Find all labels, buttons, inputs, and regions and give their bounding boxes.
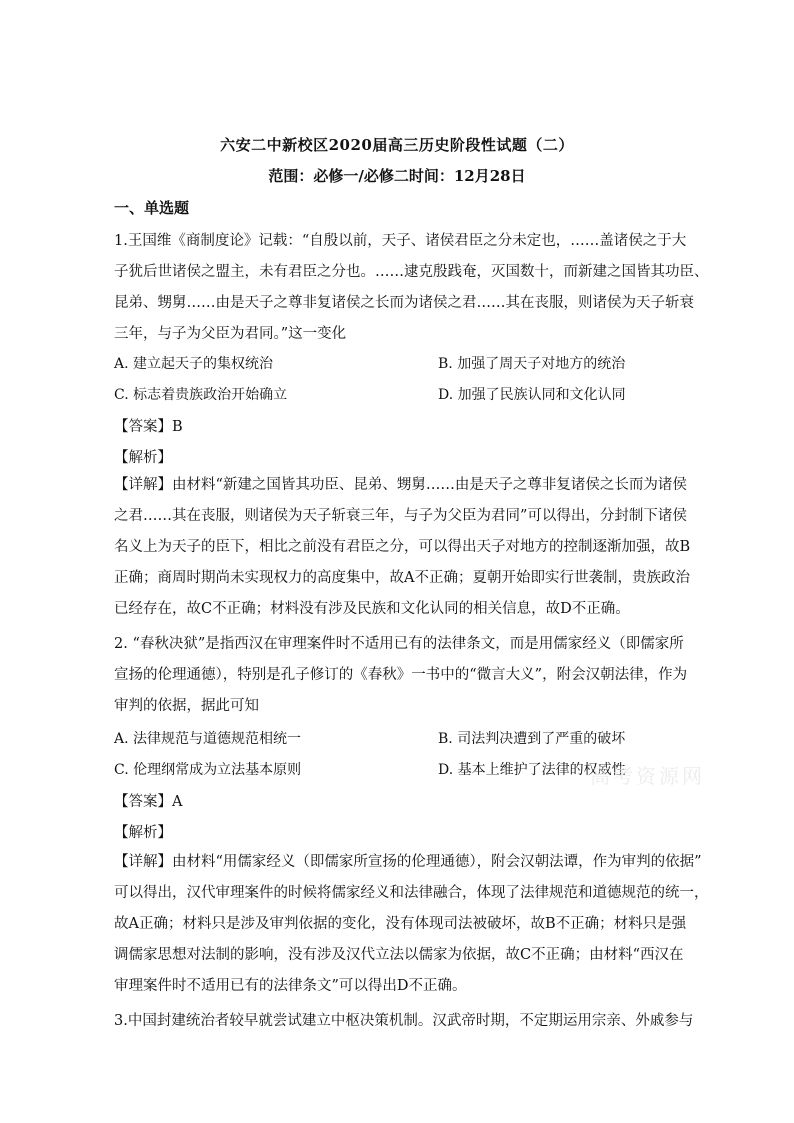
question-1-option-d: D. 加强了民族认同和文化认同 xyxy=(438,387,626,403)
question-2-detail xyxy=(114,847,709,1002)
question-1-detail xyxy=(114,470,691,625)
question-2-analysis-label: 【解析】 xyxy=(114,825,172,841)
detail-line: 正确；商周时期尚未实现权力的高度集中，故A不正确；夏朝开始即实行世袭制，贵族政治 xyxy=(114,570,690,586)
question-2-option-c: C. 伦理纲常成为立法基本原则 xyxy=(114,762,302,778)
question-1-line: 昆弟、甥舅……由是天子之尊非复诸侯之长而为诸侯之君……其在丧服，则诸侯为天子斩衰 xyxy=(114,295,694,311)
question-2-option-b: B. 司法判决遭到了严重的破坏 xyxy=(438,731,626,747)
question-1-option-a: A. 建立起天子的集权统治 xyxy=(114,356,274,372)
question-2-line: 宣扬的伦理通德），特别是孔子修订的《春秋》一书中的“微言大义”，附会汉朝法律，作为 xyxy=(114,667,688,683)
question-3-stem xyxy=(114,1006,694,1037)
section-heading: 一、单选题 xyxy=(114,199,190,217)
question-1-line: 子犹后世诸侯之盟主，未有君臣之分也。……逮克殷践奄，灭国数十，而新建之国皆其功臣、 xyxy=(114,264,709,280)
page-title: 六安二中新校区2020届高三历史阶段性试题（二） xyxy=(220,136,574,154)
question-2-line: 2. “春秋决狱”是指西汉在审理案件时不适用已有的法律条文，而是用儒家经义（即儒家所 xyxy=(114,636,684,652)
question-1-line: 三年，与子为父臣为君同。”这一变化 xyxy=(114,326,347,342)
detail-line: 【详解】由材料“用儒家经义（即儒家所宣扬的伦理通德），附会汉朝法谭，作为审判的依据” xyxy=(114,854,702,870)
question-2-option-d: D. 基本上维护了法律的权威性 xyxy=(438,762,626,778)
question-2-answer: 【答案】A xyxy=(114,794,183,810)
question-3-line: 3.中国封建统治者较早就尝试建立中枢决策机制。汉武帝时期，不定期运用宗亲、外戚参与 xyxy=(114,1013,694,1029)
question-1-analysis-label: 【解析】 xyxy=(114,450,172,466)
question-2-stem xyxy=(114,629,688,722)
page-subtitle: 范围：必修一/必修二时间：12月28日 xyxy=(268,167,526,185)
detail-line: 调儒家思想对法制的影响，没有涉及汉代立法以儒家为依据，故C不正确；由材料“西汉在 xyxy=(114,947,684,963)
detail-line: 可以得出，汉代审理案件的时候将儒家经义和法律融合，体现了法律规范和道德规范的统一， xyxy=(114,885,709,901)
detail-line: 之君……其在丧服，则诸侯为天子斩衰三年，与子为父臣为君同”可以得出，分封制下诸侯 xyxy=(114,508,687,524)
question-2-option-a: A. 法律规范与道德规范相统一 xyxy=(114,731,302,747)
question-1-answer: 【答案】B xyxy=(114,419,183,435)
detail-line: 名义上为天子的臣下，相比之前没有君臣之分，可以得出天子对地方的控制逐渐加强，故B xyxy=(114,539,691,555)
question-1-line: 1.王国维《商制度论》记载：“自殷以前，天子、诸侯君臣之分未定也，……盖诸侯之于大 xyxy=(114,233,687,249)
question-2-line: 审判的依据，据此可知 xyxy=(114,698,259,714)
question-1-stem xyxy=(114,226,709,350)
detail-line: 审理案件时不适用已有的法律条文”可以得出D不正确。 xyxy=(114,978,467,994)
question-1-option-b: B. 加强了周天子对地方的统治 xyxy=(438,356,626,372)
detail-line: 【详解】由材料“新建之国皆其功臣、昆弟、甥舅……由是天子之尊非复诸侯之长而为诸侯 xyxy=(114,477,687,493)
question-1-option-c: C. 标志着贵族政治开始确立 xyxy=(114,387,288,403)
detail-line: 故A正确；材料只是涉及审判依据的变化，没有体现司法被破坏，故B不正确；材料只是强 xyxy=(114,916,687,932)
detail-line: 已经存在，故C不正确；材料没有涉及民族和文化认同的相关信息，故D不正确。 xyxy=(114,601,630,617)
watermark: 高考资源网 xyxy=(590,764,705,788)
